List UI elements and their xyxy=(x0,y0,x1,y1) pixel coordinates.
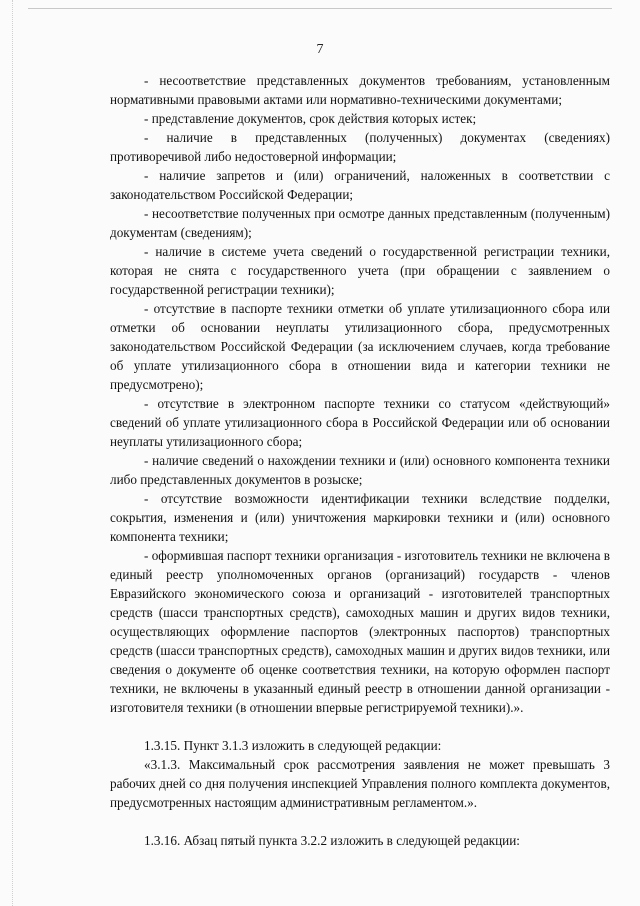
list-item: - отсутствие в электронном паспорте техники со статусом «действующий» сведений об уплате утилизационного сбора в Российской Федерации или об основании неуплаты утилизационного сбора; xyxy=(110,396,610,449)
list-item: - несоответствие представленных документов требованиям, установленным нормативными правовыми актами или нормативно-техническими документами; xyxy=(110,73,610,107)
section-heading-1-3-16: 1.3.16. Абзац пятый пункта 3.2.2 изложить в следующей редакции: xyxy=(144,833,520,848)
scan-top-edge xyxy=(28,8,612,9)
list-item: - наличие в представленных (полученных) документах (сведениях) противоречивой либо недостоверной информации; xyxy=(110,130,610,164)
document-body xyxy=(110,71,610,850)
list-item: - представление документов, срок действия которых истек; xyxy=(144,111,477,126)
section-text-3-1-3: «3.1.3. Максимальный срок рассмотрения заявления не может превышать 3 рабочих дней со дня получения инспекцией Управления полного комплекта документов, предусмотренных настоящим административным регламентом.». xyxy=(110,757,610,810)
list-item: - наличие в системе учета сведений о государственной регистрации техники, которая не снята с государственного учета (при обращении с заявлением о государственной регистрации техники); xyxy=(110,244,610,297)
list-item: - наличие сведений о нахождении техники и (или) основного компонента техники либо представленных документов в розыске; xyxy=(110,453,610,487)
list-item: - наличие запретов и (или) ограничений, наложенных в соответствии с законодательством Российской Федерации; xyxy=(110,168,610,202)
section-heading-1-3-15: 1.3.15. Пункт 3.1.3 изложить в следующей редакции: xyxy=(144,738,442,753)
list-item: - отсутствие возможности идентификации техники вследствие подделки, сокрытия, изменения и (или) уничтожения маркировки техники и (или) основного компонента техники; xyxy=(110,491,610,544)
list-item: - оформившая паспорт техники организация - изготовитель техники не включена в единый реестр уполномоченных органов (организаций) государств - членов Евразийского экономического союза и организаций - изготовителей транспортных средств (шасси транспортных средств), самоходных машин и других видов техники, осуществляющих оформление паспортов (электронных паспортов) транспортных средств (шасси транспортных средств), самоходных машин и других видов техники, или сведения о документе об оценке соответствия техники, на которую оформлен паспорт техники, не включены в указанный единый реестр в отношении данной организации - изготовителя техники (в отношении впервые регистрируемой техники).». xyxy=(110,548,610,715)
page-number: 7 xyxy=(316,42,324,57)
list-item: - несоответствие полученных при осмотре данных представленным (полученным) документам (сведениям); xyxy=(110,206,610,240)
list-item: - отсутствие в паспорте техники отметки об уплате утилизационного сбора или отметки об основании неуплаты утилизационного сбора, предусмотренных законодательством Российской Федерации (за исключением случаев, когда требование об уплате утилизационного сбора в отношении вида и категории техники не предусмотрено); xyxy=(110,301,610,392)
scan-left-edge xyxy=(12,0,13,906)
